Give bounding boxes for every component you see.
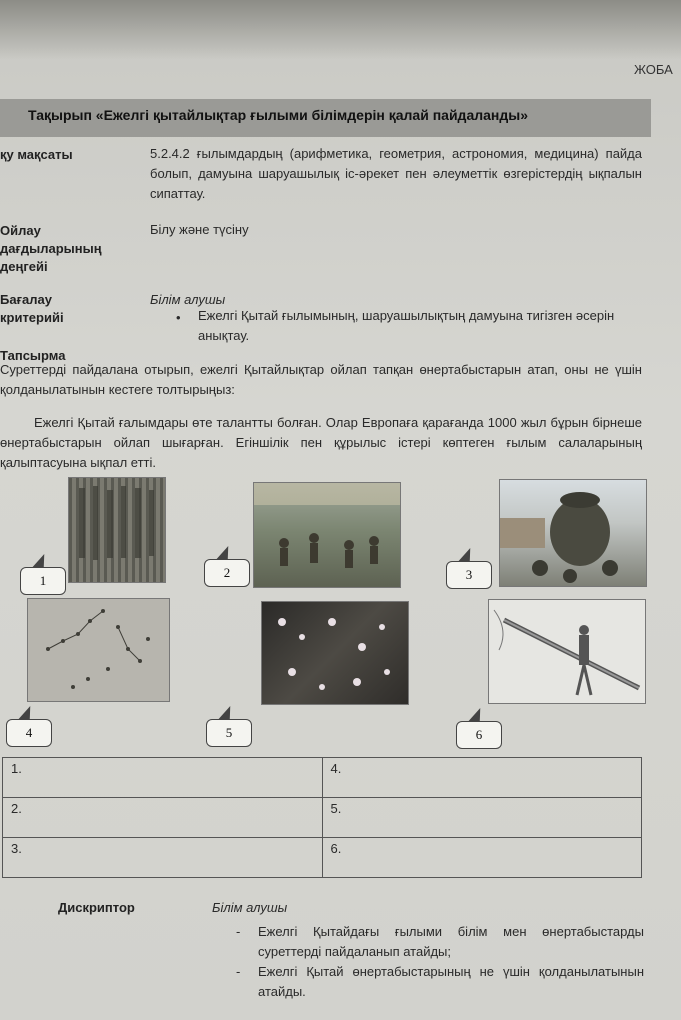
picture-number-badge: 4 [6, 719, 52, 747]
workshop-scene-image [253, 482, 401, 588]
picture-number-badge: 1 [20, 567, 66, 595]
criteria-label-line: Бағалау [0, 292, 52, 307]
descriptor-label: Дискриптор [58, 900, 135, 915]
workshop-figures [254, 483, 400, 587]
shadow-area [0, 0, 681, 60]
task-label: Тапсырма [0, 348, 66, 363]
seismograph-shape [500, 480, 646, 586]
picture-number-badge: 6 [456, 721, 502, 749]
task-paragraph: Ежелгі Қытай ғалымдары өте талантты болған. Олар Европаға қарағанда 1000 жыл бұрын бірнеше өнертабыстарын ойлап шығарған. Егіншілік пен құрылыс істері көптеген ғылым салаларының қалыптасуына ықпал етті. [0, 415, 642, 470]
answer-cell[interactable]: 1. [3, 758, 323, 798]
telescope-drawing-image [488, 599, 646, 704]
star-map-image [27, 598, 170, 702]
dash-icon: - [236, 964, 241, 979]
table-row [3, 798, 642, 838]
picture-number-badge: 5 [206, 719, 252, 747]
answer-cell[interactable]: 3. [3, 838, 323, 878]
telescope-sketch [489, 600, 645, 703]
bullet-dot-icon: • [176, 310, 181, 325]
criteria-label [0, 291, 64, 327]
thinking-label [0, 222, 102, 276]
descriptor-item: Ежелгі Қытайдағы ғылыми білім мен өнертабыстарды суреттерді пайдаланып атайды; [258, 924, 644, 959]
seismograph-vessel-image [499, 479, 647, 587]
picture-number-badge: 2 [204, 559, 250, 587]
answer-table [2, 757, 642, 878]
goal-text: 5.2.4.2 ғылымдардың (арифметика, геометрия, астрономия, медицина) пайда болып, дамуына шаруашылық іс-әрекет пен әлеуметтік өзгерістердің ықпалын сипаттау. [150, 146, 642, 201]
topic-title: Тақырып «Ежелгі қытайлықтар ғылыми білімдерін қалай пайдаланды» [28, 107, 528, 123]
table-row [3, 838, 642, 878]
star-map-dots [28, 599, 169, 701]
silk-fabric-image [261, 601, 409, 705]
table-row [3, 758, 642, 798]
thinking-label-line: деңгейі [0, 259, 48, 274]
criteria-label-line: критерийі [0, 310, 64, 325]
silk-blossoms [262, 602, 408, 704]
criteria-bullet: Ежелгі Қытай ғылымының, шаруашылықтың дамуына тигізген әсерін анықтау. [198, 308, 615, 343]
answer-cell[interactable]: 2. [3, 798, 323, 838]
picture-number-badge: 3 [446, 561, 492, 589]
thinking-text: Білу және түсіну [150, 222, 249, 237]
thinking-label-line: Ойлау [0, 223, 41, 238]
topic-banner [0, 99, 651, 137]
inscription-marks [69, 478, 165, 582]
goal-label: қу мақсаты [0, 147, 73, 162]
answer-cell[interactable]: 6. [322, 838, 642, 878]
header-label: ЖОБА [634, 62, 673, 77]
descriptor-item: Ежелгі Қытай өнертабыстарының не үшін қолданылатынын атайды. [258, 964, 644, 999]
task-instruction: Суреттерді пайдалана отырып, ежелгі Қытайлықтар ойлап тапқан өнертабыстарын атап, оны не үшін қолданылатынын кестеге толтырыңыз: [0, 362, 642, 397]
answer-cell[interactable]: 5. [322, 798, 642, 838]
stone-inscription-image [68, 477, 166, 583]
descriptor-heading: Білім алушы [212, 900, 288, 915]
dash-icon: - [236, 924, 241, 939]
criteria-heading: Білім алушы [150, 292, 226, 307]
thinking-label-line: дағдыларының [0, 241, 102, 256]
answer-cell[interactable]: 4. [322, 758, 642, 798]
